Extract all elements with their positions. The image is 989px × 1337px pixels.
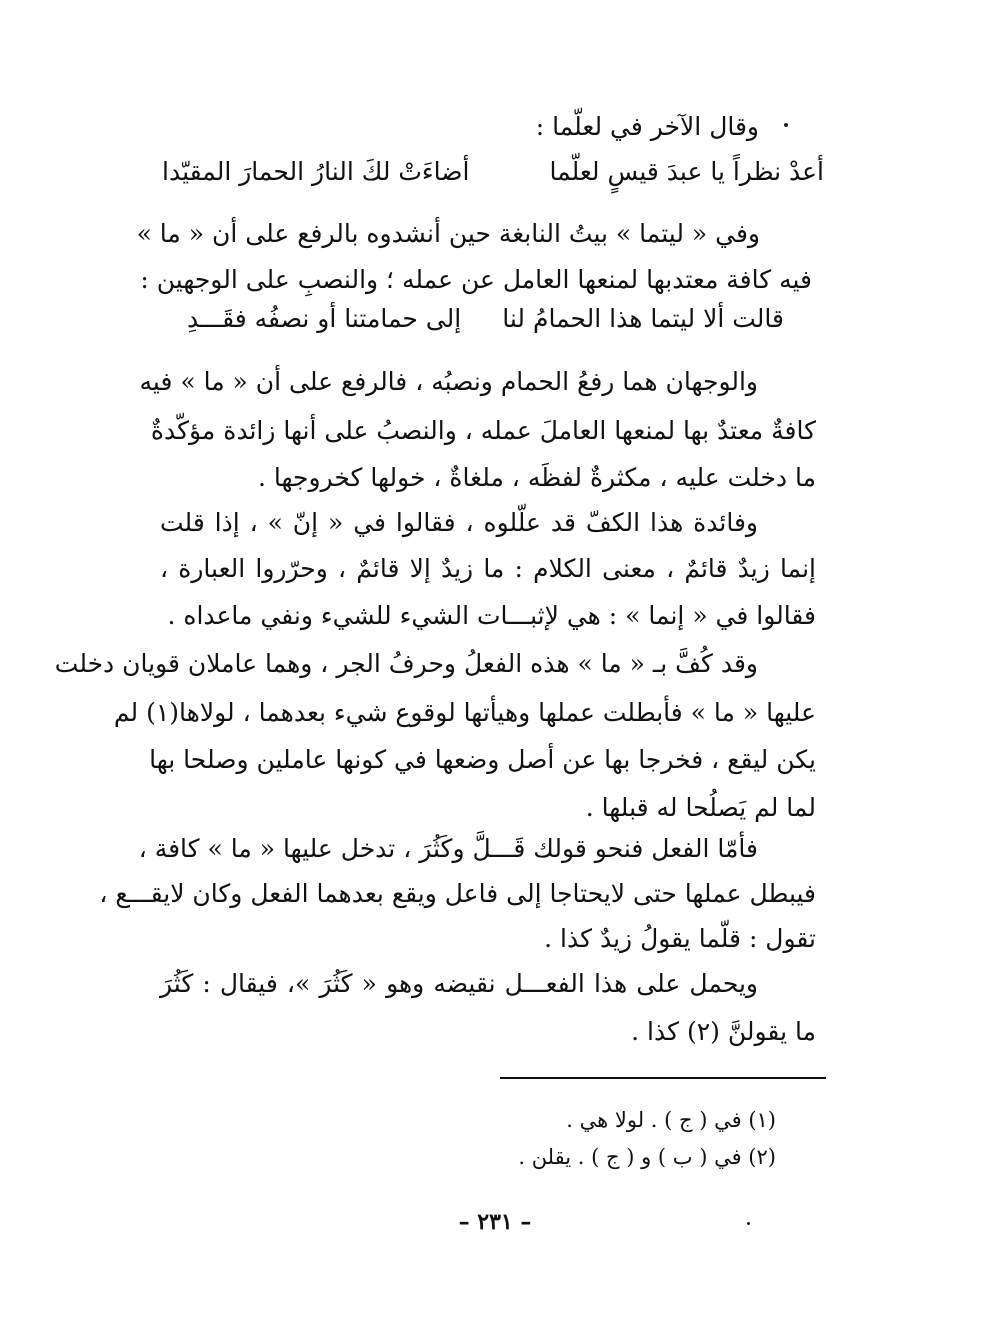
paragraph-line: عليها « ما » فأبطلت عملها وهيأتها لوقوع شيء بعدهما ، لولاها(١) لم: [113, 698, 816, 727]
footnote-separator: [500, 1077, 826, 1079]
paragraph-line: وفي « ليتما » بيتُ النابغة حين أنشدوه بالرفع على أن « ما »: [136, 219, 760, 248]
page-number: – ٢٣١ –: [458, 1209, 532, 1235]
verse-1-right-hemistich: أعدْ نظراً يا عبدَ قيسٍ لعلّما: [549, 157, 824, 186]
paragraph-line: ما دخلت عليه ، مكثرةٌ لفظَه ، ملغاةٌ ، خولها كخروجها .: [257, 463, 816, 492]
poem-intro: وقال الآخر في لعلّما :: [535, 112, 759, 141]
footnote-2: (٢) في ( ب ) و ( ج ) . يقلن .: [518, 1145, 776, 1169]
verse-2-left-hemistich: إلى حمامتنا أو نصفُه فقَـــدِ: [187, 304, 462, 333]
paragraph-line: ويحمل على هذا الفعـــل نقيضه وهو « كَثُرَ »، فيقال : كَثُرَ: [160, 969, 758, 998]
paragraph-line: وقد كُفَّ بـ « ما » هذه الفعلُ وحرفُ الجر ، وهما عاملان قويان دخلت: [54, 649, 758, 678]
paragraph-line: تقول : قلّما يقولُ زيدٌ كذا .: [544, 924, 816, 953]
paragraph-line: ما يقولنَّ (٢) كذا .: [631, 1017, 816, 1046]
verse-1-left-hemistich: أضاءَتْ لكَ النارُ الحمارَ المقيّدا: [162, 157, 470, 186]
paragraph-line: وفائدة هذا الكفّ قد علّلوه ، فقالوا في « إنّ » ، إذا قلت: [160, 508, 758, 537]
speck-mark: [784, 123, 788, 127]
speck-mark: [747, 1222, 750, 1225]
footnote-1: (١) في ( ج ) . لولا هي .: [566, 1108, 776, 1132]
paragraph-line: إنما زيدٌ قائمٌ ، معنى الكلام : ما زيدٌ إلا قائمٌ ، وحرّروا العبارة ،: [160, 554, 816, 583]
paragraph-line: فيه كافة معتدبها لمنعها العامل عن عمله ؛ والنصبِ على الوجهين :: [140, 265, 812, 294]
paragraph-line: فيبطل عملها حتى لايحتاجا إلى فاعل ويقع بعدهما الفعل وكان لايقـــع ،: [99, 879, 816, 908]
paragraph-line: فأمّا الفعل فنحو قولك قَـــلَّ وكَثُرَ ، تدخل عليها « ما » كافة ،: [138, 834, 758, 863]
verse-2-right-hemistich: قالت ألا ليتما هذا الحمامُ لنا: [502, 304, 784, 333]
paragraph-line: فقالوا في « إنما » : هي لإثبـــات الشيء للشيء ونفي ماعداه .: [167, 601, 816, 630]
paragraph-line: والوجهان هما رفعُ الحمام ونصبُه ، فالرفع على أن « ما » فيه: [139, 367, 758, 396]
paragraph-line: كافةٌ معتدٌ بها لمنعها العاملَ عمله ، والنصبُ على أنها زائدة مؤكّدةٌ: [150, 416, 816, 445]
paragraph-line: يكن ليقع ، فخرجا بها عن أصل وضعها في كونها عاملين وصلحا بها: [149, 745, 816, 774]
paragraph-line: لما لم يَصلُحا له قبلها .: [585, 793, 816, 822]
